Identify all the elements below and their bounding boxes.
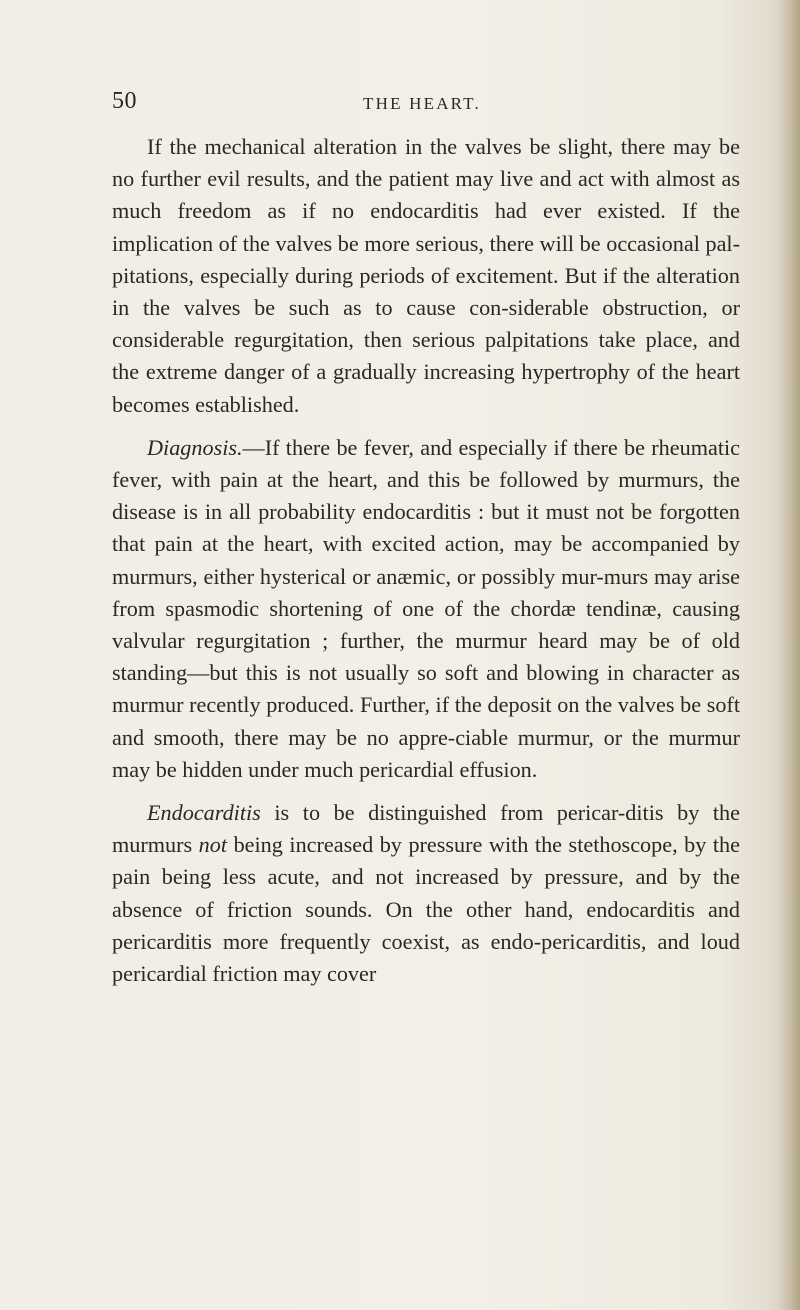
paragraph-text: is to be distinguished from pericar-ditis by the murmurs	[112, 800, 740, 858]
page-edge-shadow	[778, 0, 800, 1310]
paragraph-diagnosis	[112, 432, 740, 786]
paragraph-text: —If there be fever, and especially if there be rheumatic fever, with pain at the heart, and this be followed by murmurs, the disease is in all probability endocarditis : but it must not be forgotten that pain at the heart, with excited action, may be accompanied by murmurs, either hysterical or anæmic, or possibly mur-murs may arise from spasmodic shortening of one of the chordæ tendinæ, causing valvular regurgitation ; further, the murmur heard may be of old standing—but this is not usually so soft and blowing in character as murmur recently produced. Further, if the deposit on the valves be soft and smooth, there may be no appre-ciable murmur, or the murmur may be hidden under much pericardial effusion.	[112, 434, 740, 782]
paragraph-endocarditis	[112, 797, 740, 990]
paragraph-lead-endocarditis: Endocarditis	[147, 800, 261, 826]
running-head	[112, 86, 732, 126]
paragraph-text: being increased by pressure with the stethoscope, by the pain being less acute, and not increased by pressure, and by the absence of friction sounds. On the other hand, endocarditis and pericarditis more frequently coexist, as endo-pericarditis, and loud pericardial friction may cover	[112, 832, 740, 987]
paragraph-text: If the mechanical alteration in the valves be slight, there may be no further evil results, and the patient may live and act with almost as much freedom as if no endocarditis had ever existed. If the implication of the valves be more serious, there will be occasional pal-pitations, especially during periods of excitement. But if the alteration in the valves be such as to cause con-siderable obstruction, or considerable regurgitation, then serious palpitations take place, and the extreme danger of a gradually increasing hypertrophy of the heart becomes established.	[112, 134, 740, 417]
running-title: THE HEART.	[363, 94, 481, 113]
emphasis-not: not	[198, 832, 228, 858]
paragraph-valve-alteration	[112, 131, 740, 421]
page-number: 50	[112, 88, 137, 114]
body-text	[112, 131, 740, 1001]
paragraph-lead-diagnosis: Diagnosis.	[147, 434, 243, 460]
